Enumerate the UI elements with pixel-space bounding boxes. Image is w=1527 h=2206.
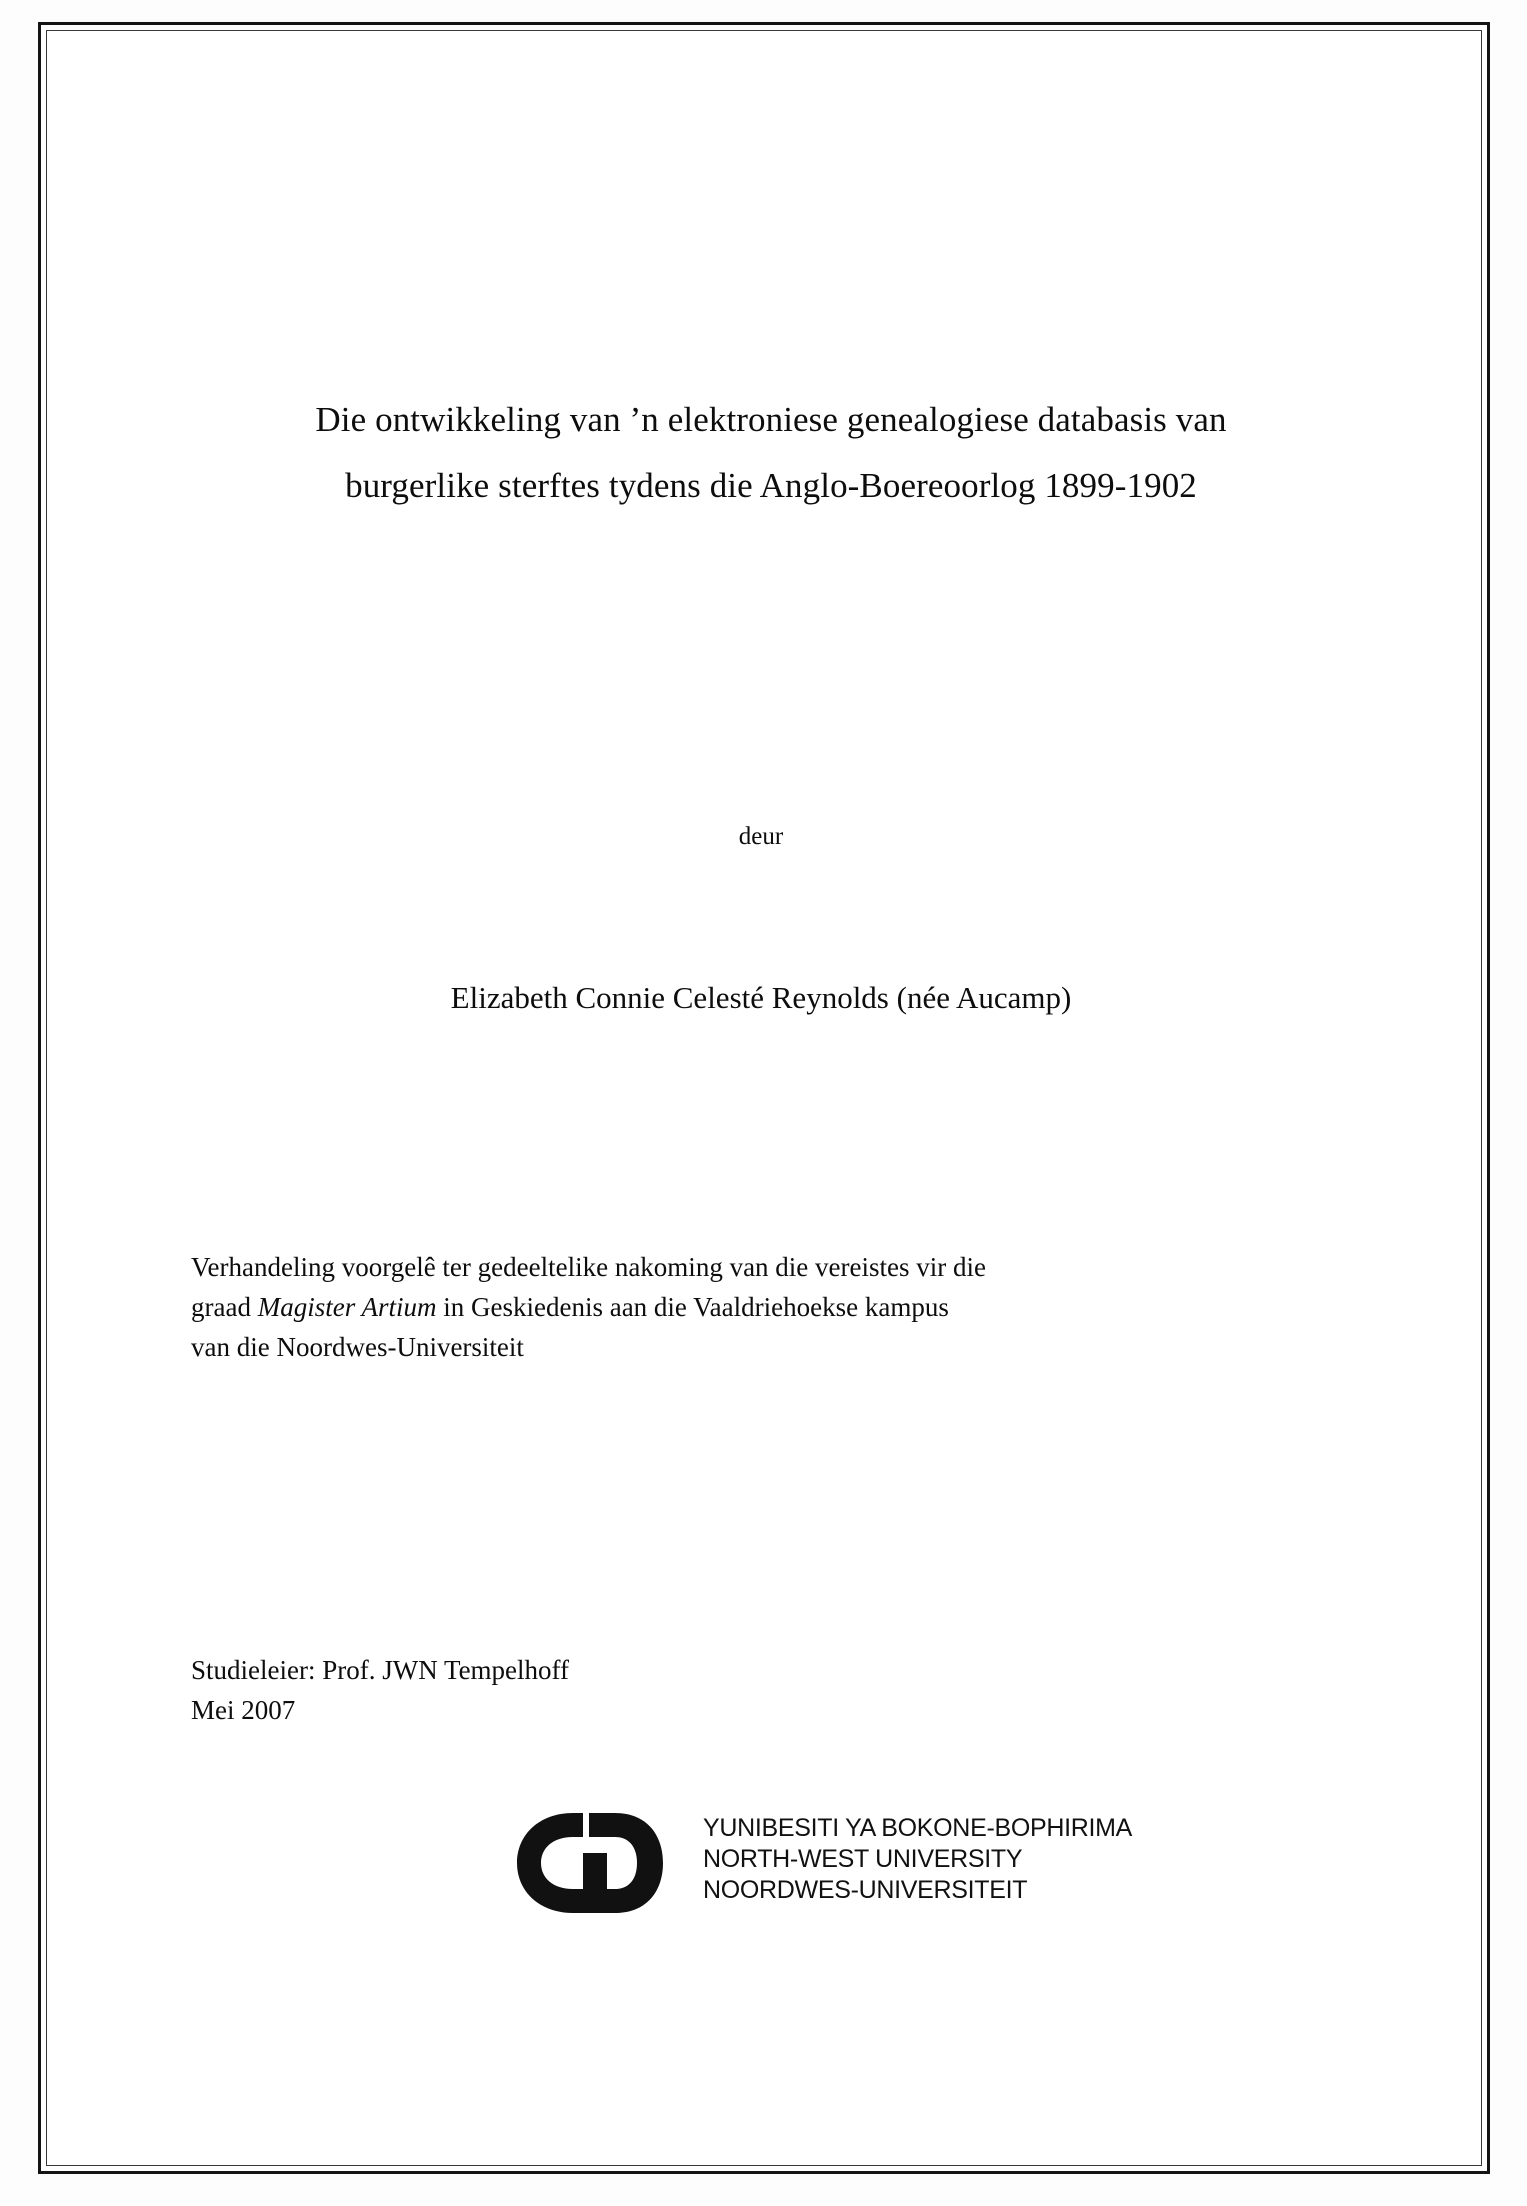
title-page-content: [181, 25, 1361, 2171]
degree-statement-line-2-pre: graad: [191, 1292, 258, 1322]
degree-statement: [191, 1247, 1346, 1367]
logo-text-line-2: NORTH-WEST UNIVERSITY: [703, 1845, 1023, 1873]
logo-text-line-1: YUNIBESITI YA BOKONE-BOPHIRIMA: [703, 1814, 1133, 1842]
degree-statement-line-2: [191, 1287, 1346, 1327]
title-line-1: Die ontwikkeling van ’n elektroniese genealogiese databasis van: [315, 400, 1227, 439]
byline-label: deur: [738, 823, 784, 850]
date-line: Mei 2007: [191, 1695, 296, 1725]
title-line-2: burgerlike sterftes tydens die Anglo-Boereoorlog 1899-1902: [345, 466, 1197, 505]
author-name: Elizabeth Connie Celesté Reynolds (née Aucamp): [450, 980, 1072, 1015]
north-west-university-logo-mark: [511, 1809, 701, 1917]
degree-statement-line-2-post: in Geskiedenis aan die Vaaldriehoekse kampus: [436, 1292, 949, 1322]
university-logo-text: [703, 1813, 1132, 1906]
supervisor-line: Studieleier: Prof. JWN Tempelhoff: [191, 1655, 570, 1685]
university-logo: [511, 1807, 1211, 1927]
degree-name-italic: Magister Artium: [257, 1292, 437, 1322]
page-title: [191, 387, 1351, 519]
supervisor-block: [191, 1650, 1091, 1730]
page-border-frame: [38, 22, 1490, 2174]
degree-statement-line-1: Verhandeling voorgelê ter gedeeltelike nakoming van die vereistes vir die: [191, 1252, 986, 1282]
degree-statement-line-3: van die Noordwes-Universiteit: [191, 1332, 524, 1362]
logo-text-line-3: NOORDWES-UNIVERSITEIT: [703, 1876, 1028, 1904]
